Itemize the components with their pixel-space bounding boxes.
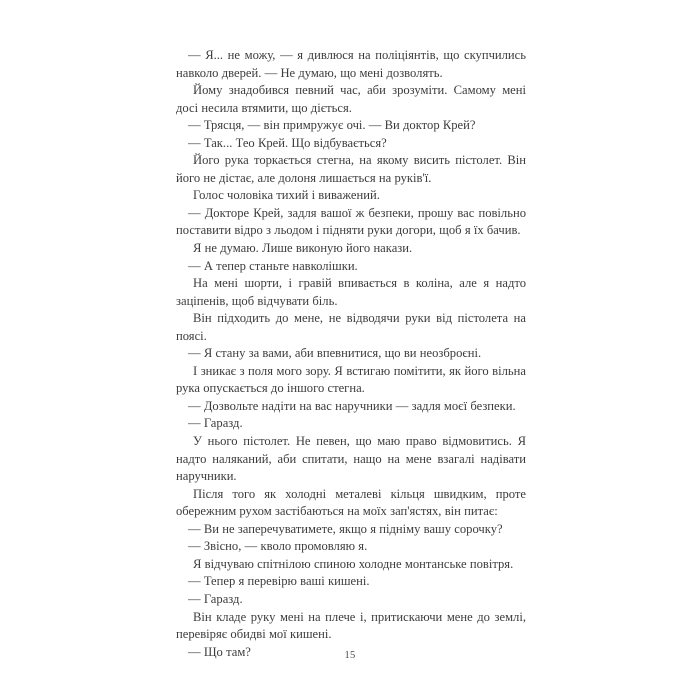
paragraph: — Докторе Крей, задля вашої ж безпеки, прошу вас повільно поставити відро з льодом і підняти руки догори, щоб я їх бачив. <box>176 205 526 238</box>
paragraph: І зникає з поля мого зору. Я встигаю помітити, як його вільна рука опускається до іншого стегна. <box>176 363 526 396</box>
paragraph: Після того як холодні металеві кільця швидким, проте обережним рухом застібаються на моїх зап'ястях, він питає: <box>176 486 526 519</box>
paragraph: Він підходить до мене, не відводячи руки від пістолета на поясі. <box>176 311 526 343</box>
paragraph: Голос чоловіка тихий і виважений. <box>193 188 380 203</box>
paragraph: Я відчуваю спітнілою спиною холодне монтанське повітря. <box>193 556 514 571</box>
paragraph: На мені шорти, і гравій впивається в коліна, але я надто заціпенів, щоб відчувати біль. <box>176 276 526 308</box>
paragraph: — Гаразд. <box>188 416 243 431</box>
paragraph: Я не думаю. Лише виконую його накази. <box>193 241 413 256</box>
paragraph: У нього пістолет. Не певен, що маю право відмовитись. Я надто наляканий, аби спитати, нащо на мене взагалі надівати наручники. <box>176 434 526 484</box>
paragraph: — Трясця, — він примружує очі. — Ви доктор Крей? <box>188 118 476 133</box>
paragraph: Він кладе руку мені на плече і, притискаючи мене до землі, перевіряє обидві мої кишені. <box>176 609 526 642</box>
paragraph: Його рука торкається стегна, на якому висить пістолет. Він його не дістає, але долоня лишається на руків'ї. <box>176 153 526 185</box>
paragraph: — Я... не можу, — я дивлюся на поліціянтів, що скупчились навколо дверей. — Не думаю, що мені дозволять. <box>176 48 526 80</box>
paragraph: — Дозвольте надіти на вас наручники — задля моєї безпеки. <box>188 398 516 413</box>
page-body-text <box>176 47 526 661</box>
paragraph: — А тепер станьте навколішки. <box>188 258 358 273</box>
paragraph: — Тепер я перевірю ваші кишені. <box>188 574 370 589</box>
paragraph: — Так... Тео Крей. Що відбувається? <box>188 135 387 150</box>
page-number: 15 <box>344 650 356 661</box>
paragraph: — Звісно, — кволо промовляю я. <box>188 539 368 554</box>
paragraph: — Гаразд. <box>188 591 243 606</box>
paragraph: — Ви не заперечуватимете, якщо я підніму вашу сорочку? <box>188 521 503 536</box>
paragraph: — Що там? <box>188 644 251 659</box>
paragraph: Йому знадобився певний час, аби зрозуміти. Самому мені досі несила втямити, що діється. <box>176 83 526 115</box>
paragraph: — Я стану за вами, аби впевнитися, що ви неозброєні. <box>188 346 482 361</box>
